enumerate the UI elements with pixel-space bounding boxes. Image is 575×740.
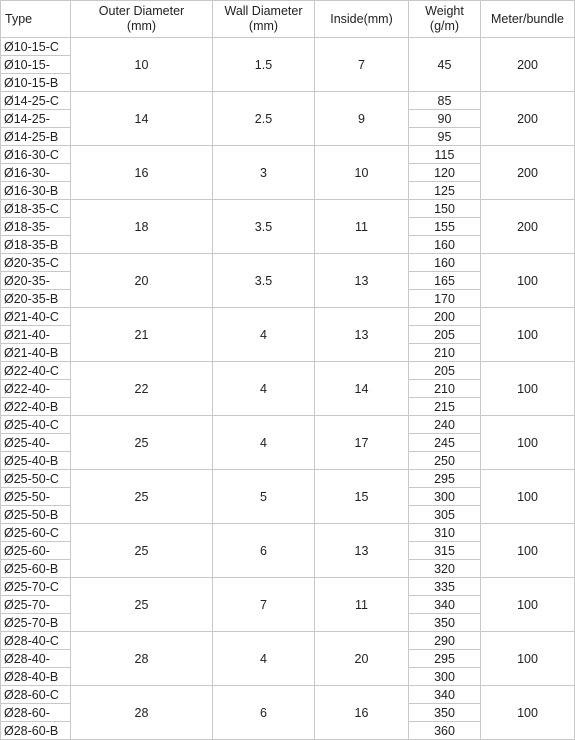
- type-cell: Ø16-30-B: [1, 182, 71, 200]
- meter-bundle-cell: 100: [481, 632, 575, 686]
- meter-bundle-cell: 100: [481, 254, 575, 308]
- inside-cell: 17: [315, 416, 409, 470]
- type-cell: Ø25-60-C: [1, 524, 71, 542]
- type-cell: Ø25-60-: [1, 542, 71, 560]
- weight-cell: 165: [409, 272, 481, 290]
- meter-bundle-cell: 100: [481, 470, 575, 524]
- outer-diameter-cell: 18: [71, 200, 213, 254]
- inside-cell: 11: [315, 200, 409, 254]
- type-cell: Ø28-60-: [1, 704, 71, 722]
- table-row: [1, 632, 575, 650]
- inside-cell: 14: [315, 362, 409, 416]
- wall-diameter-cell: 4: [213, 362, 315, 416]
- type-cell: Ø21-40-B: [1, 344, 71, 362]
- type-cell: Ø28-60-B: [1, 722, 71, 740]
- weight-cell: 205: [409, 362, 481, 380]
- weight-cell: 305: [409, 506, 481, 524]
- inside-cell: 10: [315, 146, 409, 200]
- header-type: Type: [1, 1, 71, 38]
- type-cell: Ø16-30-: [1, 164, 71, 182]
- meter-bundle-cell: 100: [481, 524, 575, 578]
- weight-cell: 340: [409, 686, 481, 704]
- header-meter-bundle: Meter/bundle: [481, 1, 575, 38]
- weight-cell: 160: [409, 236, 481, 254]
- meter-bundle-cell: 200: [481, 38, 575, 92]
- type-cell: Ø25-50-C: [1, 470, 71, 488]
- inside-cell: 13: [315, 524, 409, 578]
- inside-cell: 11: [315, 578, 409, 632]
- inside-cell: 13: [315, 254, 409, 308]
- weight-cell: 210: [409, 380, 481, 398]
- table-row: [1, 470, 575, 488]
- weight-cell: 295: [409, 470, 481, 488]
- inside-cell: 15: [315, 470, 409, 524]
- outer-diameter-cell: 20: [71, 254, 213, 308]
- wall-diameter-cell: 1.5: [213, 38, 315, 92]
- weight-cell: 315: [409, 542, 481, 560]
- wall-diameter-cell: 3.5: [213, 254, 315, 308]
- weight-cell: 115: [409, 146, 481, 164]
- meter-bundle-cell: 200: [481, 200, 575, 254]
- outer-diameter-cell: 21: [71, 308, 213, 362]
- table-row: [1, 524, 575, 542]
- table-row: [1, 200, 575, 218]
- weight-cell: 205: [409, 326, 481, 344]
- type-cell: Ø25-50-B: [1, 506, 71, 524]
- wall-diameter-cell: 4: [213, 632, 315, 686]
- table-row: [1, 362, 575, 380]
- weight-cell: 150: [409, 200, 481, 218]
- meter-bundle-cell: 100: [481, 308, 575, 362]
- type-cell: Ø25-40-B: [1, 452, 71, 470]
- weight-cell: 215: [409, 398, 481, 416]
- outer-diameter-cell: 25: [71, 416, 213, 470]
- weight-cell: 300: [409, 668, 481, 686]
- wall-diameter-cell: 5: [213, 470, 315, 524]
- inside-cell: 20: [315, 632, 409, 686]
- weight-cell: 340: [409, 596, 481, 614]
- type-cell: Ø25-40-: [1, 434, 71, 452]
- type-cell: Ø20-35-B: [1, 290, 71, 308]
- meter-bundle-cell: 200: [481, 146, 575, 200]
- table-row: [1, 416, 575, 434]
- table-row: [1, 578, 575, 596]
- type-cell: Ø14-25-: [1, 110, 71, 128]
- weight-cell: 95: [409, 128, 481, 146]
- table-row: [1, 38, 575, 56]
- type-cell: Ø25-70-B: [1, 614, 71, 632]
- meter-bundle-cell: 100: [481, 578, 575, 632]
- table-row: [1, 92, 575, 110]
- type-cell: Ø14-25-C: [1, 92, 71, 110]
- table-row: [1, 308, 575, 326]
- inside-cell: 13: [315, 308, 409, 362]
- header-row: [1, 1, 575, 38]
- wall-diameter-cell: 4: [213, 416, 315, 470]
- meter-bundle-cell: 200: [481, 92, 575, 146]
- weight-cell: 360: [409, 722, 481, 740]
- weight-cell: 350: [409, 614, 481, 632]
- outer-diameter-cell: 22: [71, 362, 213, 416]
- type-cell: Ø10-15-B: [1, 74, 71, 92]
- type-cell: Ø10-15-: [1, 56, 71, 74]
- type-cell: Ø21-40-: [1, 326, 71, 344]
- outer-diameter-cell: 10: [71, 38, 213, 92]
- table-row: [1, 146, 575, 164]
- outer-diameter-cell: 28: [71, 632, 213, 686]
- type-cell: Ø21-40-C: [1, 308, 71, 326]
- outer-diameter-cell: 28: [71, 686, 213, 740]
- type-cell: Ø25-50-: [1, 488, 71, 506]
- table-row: [1, 686, 575, 704]
- type-cell: Ø20-35-C: [1, 254, 71, 272]
- type-cell: Ø25-40-C: [1, 416, 71, 434]
- type-cell: Ø28-40-C: [1, 632, 71, 650]
- type-cell: Ø20-35-: [1, 272, 71, 290]
- weight-cell: 45: [409, 38, 481, 92]
- header-inside: Inside(mm): [315, 1, 409, 38]
- type-cell: Ø18-35-B: [1, 236, 71, 254]
- outer-diameter-cell: 25: [71, 524, 213, 578]
- type-cell: Ø28-40-: [1, 650, 71, 668]
- inside-cell: 9: [315, 92, 409, 146]
- weight-cell: 210: [409, 344, 481, 362]
- type-cell: Ø25-60-B: [1, 560, 71, 578]
- weight-cell: 320: [409, 560, 481, 578]
- weight-cell: 200: [409, 308, 481, 326]
- wall-diameter-cell: 7: [213, 578, 315, 632]
- outer-diameter-cell: 25: [71, 578, 213, 632]
- header-wall-diameter: Wall Diameter (mm): [213, 1, 315, 38]
- weight-cell: 350: [409, 704, 481, 722]
- outer-diameter-cell: 14: [71, 92, 213, 146]
- weight-cell: 310: [409, 524, 481, 542]
- weight-cell: 120: [409, 164, 481, 182]
- weight-cell: 290: [409, 632, 481, 650]
- weight-cell: 335: [409, 578, 481, 596]
- weight-cell: 295: [409, 650, 481, 668]
- weight-cell: 300: [409, 488, 481, 506]
- type-cell: Ø22-40-: [1, 380, 71, 398]
- type-cell: Ø28-40-B: [1, 668, 71, 686]
- weight-cell: 240: [409, 416, 481, 434]
- weight-cell: 250: [409, 452, 481, 470]
- outer-diameter-cell: 25: [71, 470, 213, 524]
- type-cell: Ø10-15-C: [1, 38, 71, 56]
- type-cell: Ø22-40-C: [1, 362, 71, 380]
- wall-diameter-cell: 3.5: [213, 200, 315, 254]
- weight-cell: 170: [409, 290, 481, 308]
- wall-diameter-cell: 2.5: [213, 92, 315, 146]
- meter-bundle-cell: 100: [481, 362, 575, 416]
- type-cell: Ø14-25-B: [1, 128, 71, 146]
- type-cell: Ø25-70-C: [1, 578, 71, 596]
- wall-diameter-cell: 3: [213, 146, 315, 200]
- wall-diameter-cell: 6: [213, 524, 315, 578]
- inside-cell: 16: [315, 686, 409, 740]
- type-cell: Ø16-30-C: [1, 146, 71, 164]
- type-cell: Ø22-40-B: [1, 398, 71, 416]
- table-body: [1, 38, 575, 740]
- weight-cell: 85: [409, 92, 481, 110]
- type-cell: Ø25-70-: [1, 596, 71, 614]
- header-outer-diameter: Outer Diameter (mm): [71, 1, 213, 38]
- wall-diameter-cell: 4: [213, 308, 315, 362]
- weight-cell: 245: [409, 434, 481, 452]
- type-cell: Ø18-35-: [1, 218, 71, 236]
- weight-cell: 125: [409, 182, 481, 200]
- type-cell: Ø18-35-C: [1, 200, 71, 218]
- outer-diameter-cell: 16: [71, 146, 213, 200]
- weight-cell: 155: [409, 218, 481, 236]
- inside-cell: 7: [315, 38, 409, 92]
- table-row: [1, 254, 575, 272]
- meter-bundle-cell: 100: [481, 416, 575, 470]
- type-cell: Ø28-60-C: [1, 686, 71, 704]
- wall-diameter-cell: 6: [213, 686, 315, 740]
- weight-cell: 160: [409, 254, 481, 272]
- header-weight: Weight (g/m): [409, 1, 481, 38]
- weight-cell: 90: [409, 110, 481, 128]
- meter-bundle-cell: 100: [481, 686, 575, 740]
